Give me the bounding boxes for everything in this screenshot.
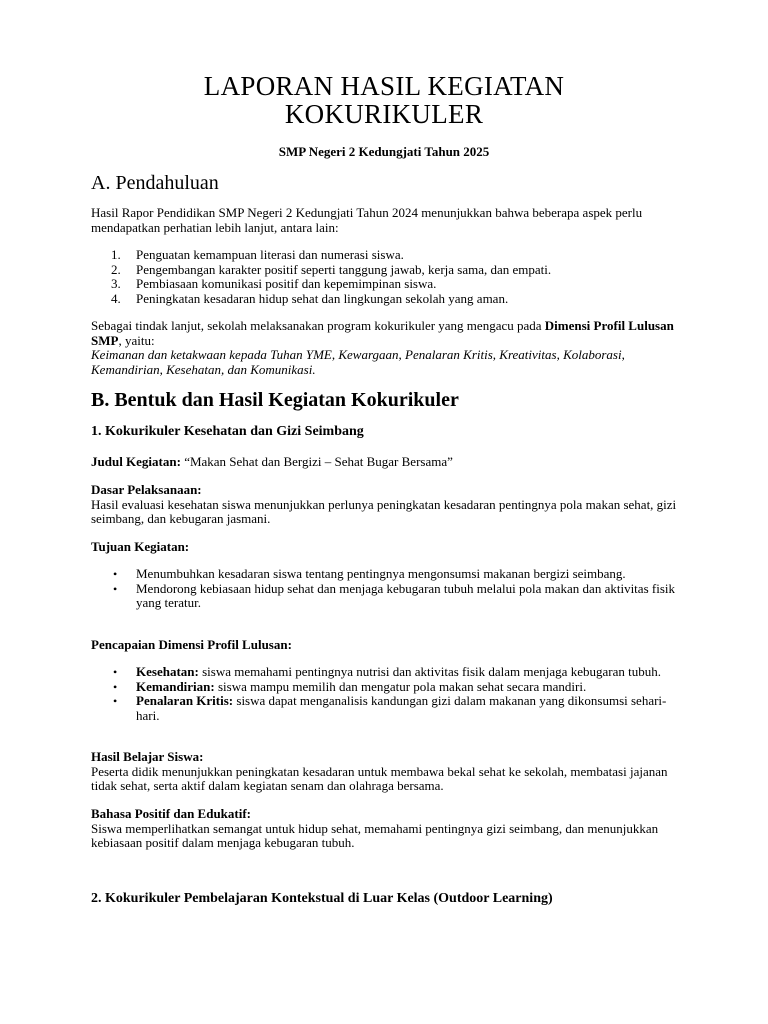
list-number: 1. <box>111 247 121 262</box>
subsection-1-heading: 1. Kokurikuler Kesehatan dan Gizi Seimbang <box>91 424 364 439</box>
list-item <box>91 263 681 278</box>
judul-kegiatan <box>91 455 681 470</box>
bahasa-positif <box>91 807 681 851</box>
section-b-heading: B. Bentuk dan Hasil Kegiatan Kokurikuler <box>91 389 459 411</box>
pencapaian-label-text: Pencapaian Dimensi Profil Lulusan: <box>91 637 292 652</box>
list-item <box>91 665 681 680</box>
hasil-label: Hasil Belajar Siswa: <box>91 749 204 764</box>
dimension-label: Kesehatan: <box>136 664 199 679</box>
list-item-text: Peningkatan kesadaran hidup sehat dan lingkungan sekolah yang aman. <box>136 290 509 306</box>
report-title-line-2: KOKURIKULER <box>284 99 484 129</box>
list-item <box>91 248 681 263</box>
list-number: 2. <box>111 261 121 277</box>
dimension-text: siswa mampu memilih dan mengatur pola makan sehat secara mandiri. <box>214 678 587 694</box>
section-a-list <box>91 248 681 306</box>
list-number: 4. <box>111 290 121 306</box>
dimension-label: Penalaran Kritis: <box>136 693 234 708</box>
list-item-text: Pembiasaan komunikasi positif dan kepemimpinan siswa. <box>136 276 437 291</box>
dimensions-list: Keimanan dan ketakwaan kepada Tuhan YME, Kewargaan, Penalaran Kritis, Kreativitas, Kolaborasi, Kemandirian, Kesehatan, dan Komunikasi. <box>91 347 625 377</box>
bullet: • <box>113 567 118 581</box>
report-title <box>91 72 677 128</box>
dasar-pelaksanaan <box>91 483 681 527</box>
pencapaian-list <box>91 665 681 723</box>
dimension-text: siswa dapat menganalisis kandungan gizi dalam makanan yang dikonsumsi sehari-hari. <box>136 693 667 723</box>
list-item-text: Menumbuhkan kesadaran siswa tentang pentingnya mengonsumsi makanan bergizi seimbang. <box>136 566 626 581</box>
section-a-heading: A. Pendahuluan <box>91 172 219 194</box>
dimension-label: Kemandirian: <box>136 678 215 694</box>
pencapaian-label <box>91 638 681 653</box>
hasil-belajar <box>91 750 681 794</box>
report-subtitle: SMP Negeri 2 Kedungjati Tahun 2025 <box>278 144 490 159</box>
list-item-text: Pengembangan karakter positif seperti tanggung jawab, kerja sama, dan empati. <box>136 261 552 277</box>
hasil-text: Peserta didik menunjukkan peningkatan kesadaran untuk membawa bekal sehat ke sekolah, membatasi jajanan tidak sehat, serta aktif dalam kegiatan senam dan olahraga bersama. <box>91 763 668 793</box>
section-a-intro: Hasil Rapor Pendidikan SMP Negeri 2 Kedungjati Tahun 2024 menunjukkan bahwa beberapa aspek perlu mendapatkan perhatian lebih lanjut, antara lain: <box>91 205 643 235</box>
report-title-line-1: LAPORAN HASIL KEGIATAN <box>203 71 565 101</box>
dasar-text: Hasil evaluasi kesehatan siswa menunjukkan perlunya peningkatan kesadaran pentingnya pola makan sehat, gizi seimbang, dan kebugaran jasmani. <box>91 496 677 526</box>
bullet: • <box>113 581 118 596</box>
followup-text: Sebagai tindak lanjut, sekolah melaksanakan program kokurikuler yang mengacu pada <box>91 318 545 333</box>
bullet: • <box>113 694 118 708</box>
tujuan-label <box>91 540 681 555</box>
list-item <box>91 567 681 582</box>
list-item <box>91 582 681 611</box>
judul-value: “Makan Sehat dan Bergizi – Sehat Bugar Bersama” <box>180 454 453 469</box>
bullet: • <box>113 665 118 679</box>
list-number: 3. <box>111 276 121 291</box>
list-item-text: Penguatan kemampuan literasi dan numerasi siswa. <box>136 247 404 262</box>
subsection-2-heading: 2. Kokurikuler Pembelajaran Kontekstual di Luar Kelas (Outdoor Learning) <box>91 891 553 906</box>
followup-suffix: , yaitu: <box>118 332 155 348</box>
list-item <box>91 680 681 695</box>
bullet: • <box>113 679 118 694</box>
list-item <box>91 277 681 292</box>
followup-emphasis: Dimensi Profil Lulusan SMP <box>91 318 674 348</box>
bahasa-label: Bahasa Positif dan Edukatif: <box>91 806 252 821</box>
tujuan-label-text: Tujuan Kegiatan: <box>91 539 190 554</box>
list-item <box>91 694 681 723</box>
tujuan-list <box>91 567 681 611</box>
dimension-text: siswa memahami pentingnya nutrisi dan aktivitas fisik dalam menjaga kebugaran tubuh. <box>198 664 661 679</box>
list-item <box>91 292 681 307</box>
dasar-label: Dasar Pelaksanaan: <box>91 482 202 497</box>
list-item-text: Mendorong kebiasaan hidup sehat dan menjaga kebugaran tubuh melalui pola makan dan aktivitas fisik yang teratur. <box>136 580 675 610</box>
judul-label: Judul Kegiatan: <box>91 454 181 469</box>
section-a-followup <box>91 319 681 377</box>
bahasa-text: Siswa memperlihatkan semangat untuk hidup sehat, memahami pentingnya gizi seimbang, dan menunjukkan kebiasaan positif dalam menjaga kebugaran tubuh. <box>91 820 659 850</box>
